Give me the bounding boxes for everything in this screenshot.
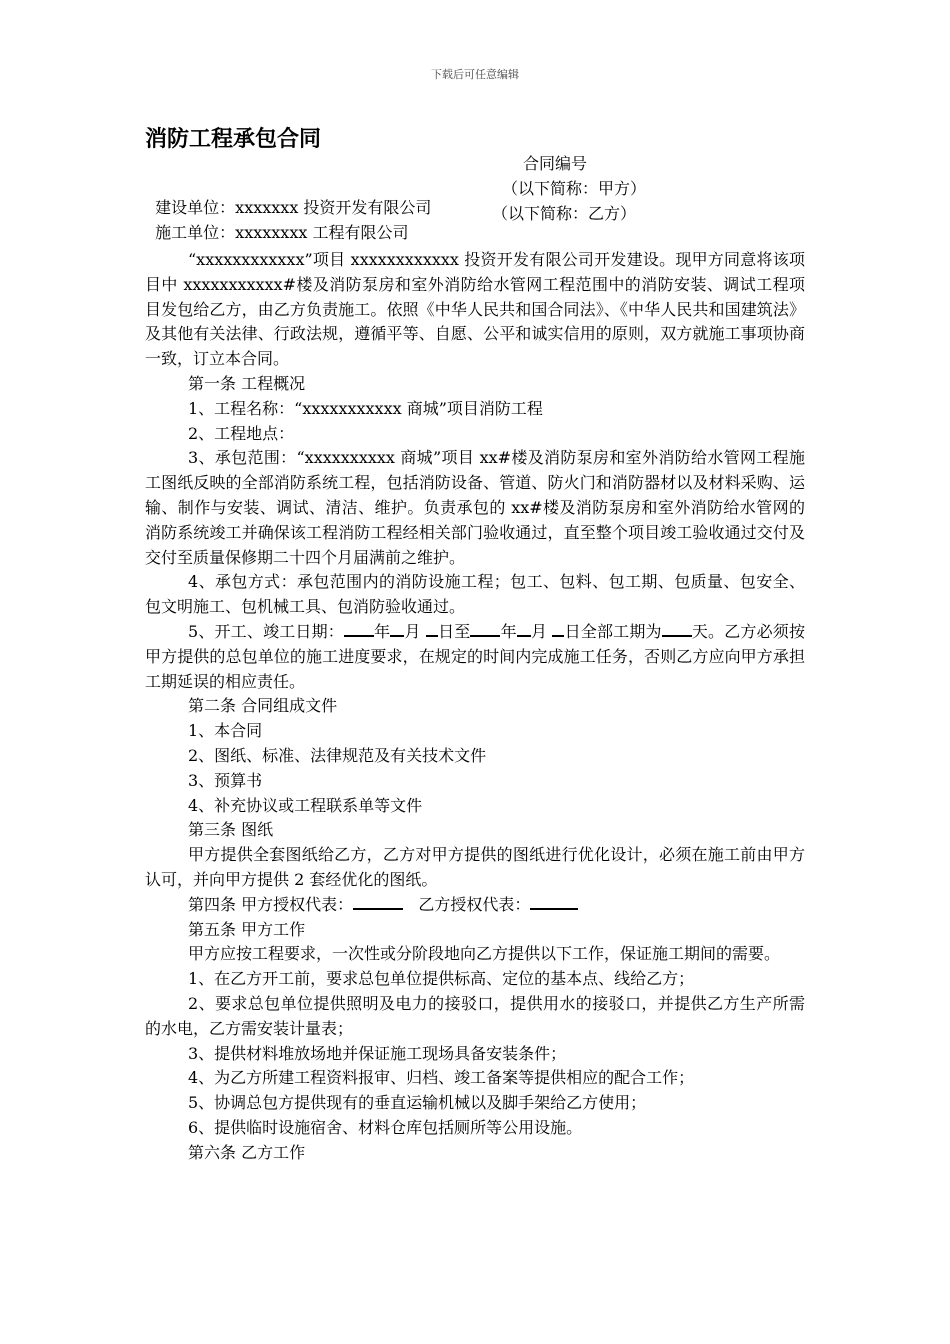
end-month-blank xyxy=(517,620,531,637)
document-title: 消防工程承包合同 xyxy=(145,127,322,152)
start-day-blank xyxy=(426,620,438,637)
party-a-duty-4: 4、为乙方所建工程资料报审、归档、竣工备案等提供相应的配合工作； xyxy=(188,1068,695,1088)
party-b-label: 施工单位：xxxxxxxx 工程有限公司 xyxy=(155,223,409,242)
header-note: 下载后可任意编辑 xyxy=(431,68,519,81)
party-a-duties-intro: 甲方应按工程要求，一次性或分阶段地向乙方提供以下工作，保证施工期间的需要。 xyxy=(188,944,781,964)
schedule-text-8: 天。乙方必须按甲方提供的总包单位的施工进度要求，在规定的时间内完成施工任务，否则乙方应向甲方承担工期延误的相应责任。 xyxy=(145,621,805,691)
article-4-line xyxy=(145,893,805,918)
schedule-paragraph xyxy=(145,620,805,694)
end-day-blank xyxy=(552,620,564,637)
start-month-blank xyxy=(390,620,404,637)
document-item-3: 3、预算书 xyxy=(188,770,263,790)
schedule-text-5: 年 xyxy=(500,621,517,641)
party-a-duty-1: 1、在乙方开工前，要求总包单位提供标高、定位的基本点、线给乙方； xyxy=(188,969,695,989)
project-location: 2、工程地点： xyxy=(188,423,295,443)
drawings-paragraph: 甲方提供全套图纸给乙方，乙方对甲方提供的图纸进行优化设计，必须在施工前由甲方认可，并向甲方提供 2 套经优化的图纸。 xyxy=(145,845,805,889)
project-name: 1、工程名称：“xxxxxxxxxxx 商城”项目消防工程 xyxy=(188,398,543,418)
contract-method: 4、承包方式：承包范围内的消防设施工程；包工、包料、包工期、包质量、包安全、包文明施工、包机械工具、包消防验收通过。 xyxy=(145,572,805,617)
party-a-label: 建设单位：xxxxxxx 投资开发有限公司 xyxy=(155,198,432,217)
schedule-text-6: 月 xyxy=(530,621,553,641)
party-a-duty-5: 5、协调总包方提供现有的垂直运输机械以及脚手架给乙方使用； xyxy=(188,1093,647,1113)
document-item-1: 1、本合同 xyxy=(188,721,263,741)
document-item-2: 2、图纸、标准、法律规范及有关技术文件 xyxy=(188,745,487,765)
contract-body xyxy=(145,248,805,1165)
schedule-text-1: 5、开工、竣工日期： xyxy=(188,621,344,641)
party-a-rep-blank xyxy=(353,893,403,910)
article-5-heading: 第五条 甲方工作 xyxy=(188,919,306,939)
intro-paragraph: “xxxxxxxxxxxx”项目 xxxxxxxxxxxx 投资开发有限公司开发建设。现甲方同意将该项目中 xxxxxxxxxxx#楼及消防泵房和室外消防给水管网工程范围中的消防安装、调试工程项目发包给乙方，由乙方负责施工。依照《中华人民共和国合同法》、《中华人民共和国建筑法》及其他有关法律、行政法规，遵循平等、自愿、公平和诚实信用的原则，双方就施工事项协商一致，订立本合同。 xyxy=(145,250,805,369)
article-2-heading: 第二条 合同组成文件 xyxy=(188,696,338,716)
schedule-text-4: 日至 xyxy=(437,621,471,641)
article-6-heading: 第六条 乙方工作 xyxy=(188,1142,306,1162)
start-year-blank xyxy=(344,620,374,637)
end-year-blank xyxy=(470,620,500,637)
duration-days-blank xyxy=(662,620,692,637)
article-3-heading: 第三条 图纸 xyxy=(188,820,274,840)
article-1-heading: 第一条 工程概况 xyxy=(188,373,306,393)
party-a-rep-label: 第四条 甲方授权代表： xyxy=(188,894,354,914)
party-b-rep-label: 乙方授权代表： xyxy=(418,894,531,914)
contract-number-label: 合同编号 xyxy=(523,154,588,173)
party-a-duty-2: 2、要求总包单位提供照明及电力的接驳口，提供用水的接驳口，并提供乙方生产所需的水电，乙方需安装计量表； xyxy=(145,993,805,1038)
party-a-duty-6: 6、提供临时设施宿舍、材料仓库包括厕所等公用设施。 xyxy=(188,1117,583,1137)
schedule-text-2: 年 xyxy=(373,621,391,641)
party-b-abbr: （以下简称：乙方） xyxy=(492,204,637,223)
document-item-4: 4、补充协议或工程联系单等文件 xyxy=(188,795,423,815)
contract-scope: 3、承包范围：“xxxxxxxxxx 商城”项目 xx#楼及消防泵房和室外消防给水管网工程施工图纸反映的全部消防系统工程，包括消防设备、管道、防火门和消防器材以及材料采购、运输、制作与安装、调试、清洁、维护。负责承包的 xx#楼及消防泵房和室外消防给水管网的消防系统竣工并确保该工程消防工程经相关部门验收通过，直至整个项目竣工验收通过交付及交付至质量保修期二十四个月届满前之维护。 xyxy=(145,448,805,567)
schedule-text-3: 月 xyxy=(404,621,426,641)
party-a-duty-3: 3、提供材料堆放场地并保证施工现场具备安装条件； xyxy=(188,1043,567,1063)
party-a-abbr: （以下简称：甲方） xyxy=(502,179,647,198)
schedule-text-7: 日全部工期为 xyxy=(564,621,662,641)
party-b-rep-blank xyxy=(530,893,578,910)
